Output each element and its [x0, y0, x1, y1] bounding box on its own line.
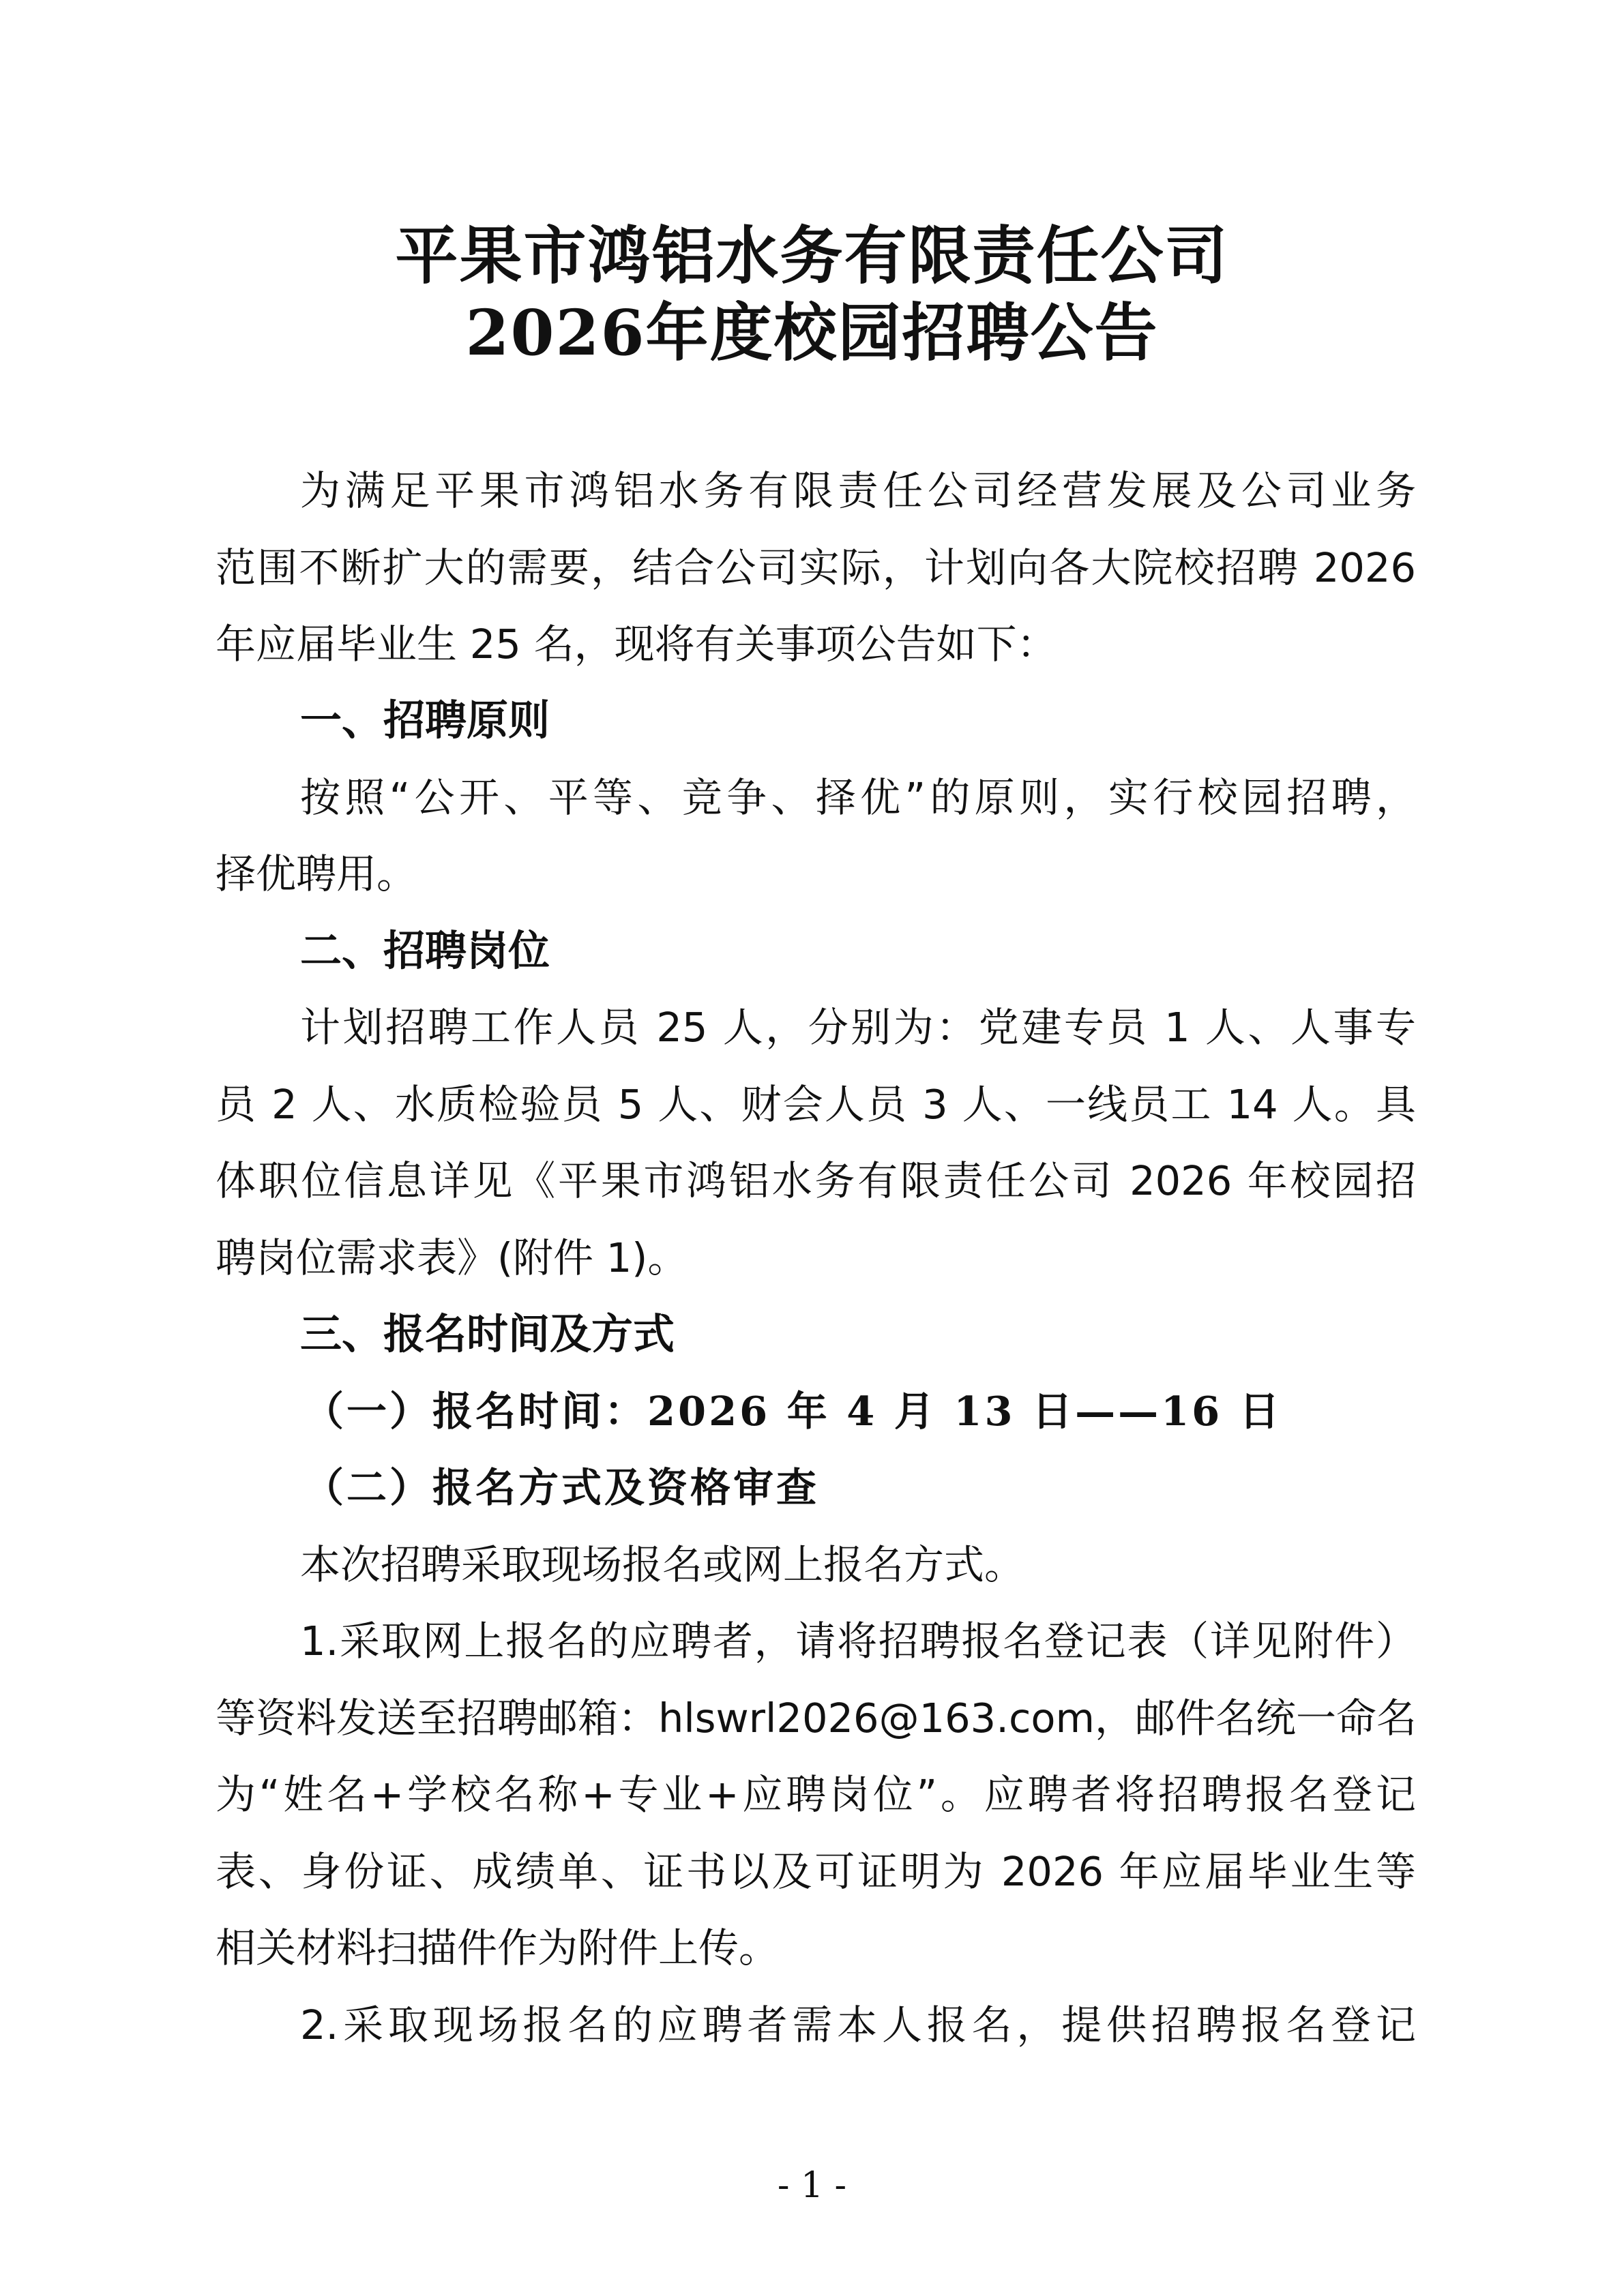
section-1-heading: 一、招聘原则 [300, 696, 550, 745]
section-2-line-2: 员 2 人、水质检验员 5 人、财会人员 3 人、一线员工 14 人。具 [216, 1081, 1416, 1128]
section-3-heading: 三、报名时间及方式 [300, 1310, 675, 1358]
intro-line-3: 年应届毕业生 25 名，现将有关事项公告如下： [216, 621, 1057, 668]
section-1-line-1: 按照“公开、平等、竞争、择优”的原则，实行校园招聘， [300, 774, 1416, 821]
item-2-line-1: 2.采取现场报名的应聘者需本人报名，提供招聘报名登记 [300, 2001, 1416, 2048]
document-title-line-2: 2026年度校园招聘公告 [465, 296, 1159, 370]
section-1-line-2: 择优聘用。 [216, 850, 417, 897]
section-2-heading: 二、招聘岗位 [300, 927, 550, 975]
section-2-line-4: 聘岗位需求表》(附件 1)。 [216, 1234, 688, 1281]
page-number: - 1 - [777, 2165, 847, 2206]
item-1-line-5: 相关材料扫描件作为附件上传。 [216, 1924, 780, 1971]
section-2-line-3: 体职位信息详见《平果市鸿铝水务有限责任公司 2026 年校园招 [216, 1157, 1416, 1204]
item-1-line-4: 表、身份证、成绩单、证书以及可证明为 2026 年应届毕业生等 [216, 1848, 1416, 1895]
intro-line-2: 范围不断扩大的需要，结合公司实际，计划向各大院校招聘 2026 [216, 544, 1416, 591]
section-3-subheading-1: （一）报名时间：2026 年 4 月 13 日——16 日 [304, 1388, 1282, 1435]
section-2-line-1: 计划招聘工作人员 25 人，分别为：党建专员 1 人、人事专 [300, 1004, 1416, 1051]
item-1-line-1: 1.采取网上报名的应聘者，请将招聘报名登记表（详见附件） [300, 1617, 1416, 1665]
document-title-line-1: 平果市鸿铝水务有限责任公司 [395, 219, 1229, 293]
section-3-subheading-2: （二）报名方式及资格审查 [304, 1464, 820, 1511]
intro-line-1: 为满足平果市鸿铝水务有限责任公司经营发展及公司业务 [300, 467, 1416, 514]
item-1-line-2: 等资料发送至招聘邮箱：hlswrl2026@163.com，邮件名统一命名 [216, 1695, 1417, 1742]
item-1-line-3: 为“姓名+学校名称+专业+应聘岗位”。应聘者将招聘报名登记 [216, 1771, 1416, 1818]
section-3-paragraph: 本次招聘采取现场报名或网上报名方式。 [300, 1541, 1025, 1588]
